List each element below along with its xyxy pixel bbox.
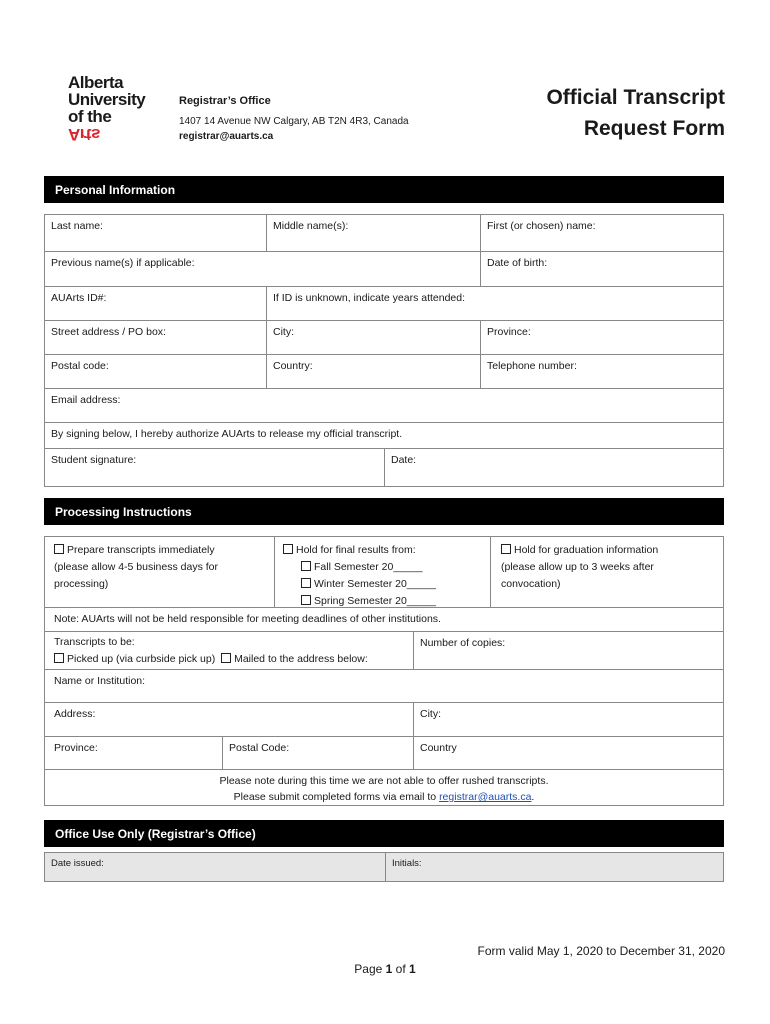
auarts-logo: [68, 74, 168, 142]
immediately-label: Prepare transcripts immediately: [67, 544, 215, 556]
checkbox-spring[interactable]: [301, 595, 311, 605]
email-address-field[interactable]: Email address:: [51, 394, 121, 406]
checkbox-fall[interactable]: [301, 561, 311, 571]
authorization-statement: By signing below, I hereby authorize AUArts to release my official transcript.: [51, 428, 403, 440]
registrar-email-link[interactable]: registrar@auarts.ca: [439, 791, 532, 803]
mailed-label: Mailed to the address below:: [234, 653, 368, 665]
previous-names-field[interactable]: Previous name(s) if applicable:: [45, 252, 481, 286]
logo-line-2: University: [68, 90, 146, 109]
immediately-note-2: processing): [54, 578, 109, 590]
hold-final-label: Hold for final results from:: [296, 544, 416, 556]
checkbox-winter[interactable]: [301, 578, 311, 588]
personal-information-header: Personal Information: [44, 176, 724, 203]
first-name-field[interactable]: First (or chosen) name:: [487, 220, 596, 232]
name-institution-field[interactable]: Name or Institution:: [54, 675, 146, 687]
street-address-field[interactable]: Street address / PO box:: [45, 321, 267, 354]
province-field[interactable]: Province:: [487, 326, 531, 338]
form-title-line-2: Request Form: [583, 117, 725, 140]
transcripts-to-be-label: Transcripts to be:: [54, 636, 135, 648]
hold-graduation-label: Hold for graduation information: [514, 544, 659, 556]
checkbox-mailed[interactable]: [221, 653, 231, 663]
logo-line-3: of the: [68, 107, 112, 126]
initials-field[interactable]: Initials:: [392, 858, 422, 869]
personal-information-grid: [44, 214, 724, 487]
years-attended-field[interactable]: If ID is unknown, indicate years attended:: [273, 292, 466, 304]
checkbox-hold-graduation[interactable]: [501, 544, 511, 554]
processing-instructions-grid: [44, 536, 724, 806]
office-title: Registrar’s Office: [179, 95, 271, 107]
office-email: registrar@auarts.ca: [179, 131, 274, 142]
fall-semester-label: Fall Semester 20_____: [314, 561, 423, 573]
city-field[interactable]: City:: [267, 321, 481, 354]
auarts-id-field[interactable]: AUArts ID#:: [45, 287, 267, 320]
form-validity: Form valid May 1, 2020 to December 31, 2020: [477, 944, 725, 958]
page-number: [0, 962, 770, 976]
office-address: 1407 14 Avenue NW Calgary, AB T2N 4R3, Canada: [179, 116, 409, 127]
student-signature-field[interactable]: Student signature:: [45, 449, 385, 486]
logo-line-1: Alberta: [68, 73, 124, 92]
rush-notice-prefix: Please submit completed forms via email to: [233, 791, 440, 803]
hold-graduation-note-2: convocation): [501, 578, 561, 590]
logo-line-4: Arts: [68, 125, 101, 144]
number-of-copies-field[interactable]: Number of copies:: [420, 637, 506, 649]
form-title-line-1: Official Transcript: [546, 86, 725, 109]
mail-address-field[interactable]: Address:: [45, 703, 414, 736]
rush-notice-suffix: .: [531, 791, 535, 803]
middle-names-field[interactable]: Middle name(s):: [267, 215, 481, 251]
page-current: 1: [385, 962, 393, 976]
mail-country-field[interactable]: Country: [420, 742, 457, 754]
page-prefix: Page: [354, 962, 386, 976]
immediately-note-1: (please allow 4-5 business days for: [54, 561, 219, 573]
postal-code-field[interactable]: Postal code:: [45, 355, 267, 388]
signature-date-field[interactable]: Date:: [391, 454, 417, 466]
hold-final-results-option[interactable]: [275, 537, 491, 607]
page-of: of: [392, 962, 410, 976]
telephone-field[interactable]: Telephone number:: [487, 360, 577, 372]
process-immediately-option[interactable]: [45, 537, 275, 607]
picked-up-label: Picked up (via curbside pick up): [67, 653, 216, 665]
spring-semester-label: Spring Semester 20_____: [314, 595, 436, 607]
mail-postal-code-field[interactable]: Postal Code:: [223, 737, 414, 769]
registrar-office-info: [179, 95, 409, 142]
checkbox-hold-final[interactable]: [283, 544, 293, 554]
rush-notice-line-1: Please note during this time we are not able to offer rushed transcripts.: [219, 775, 549, 787]
mail-city-field[interactable]: City:: [420, 708, 441, 720]
processing-instructions-header: Processing Instructions: [44, 498, 724, 525]
date-of-birth-field[interactable]: Date of birth:: [487, 257, 548, 269]
rush-notice: [45, 770, 723, 805]
checkbox-immediately[interactable]: [54, 544, 64, 554]
last-name-field[interactable]: Last name:: [45, 215, 267, 251]
page-total: 1: [409, 962, 416, 976]
office-use-header: Office Use Only (Registrar’s Office): [44, 820, 724, 847]
checkbox-picked-up[interactable]: [54, 653, 64, 663]
winter-semester-label: Winter Semester 20_____: [314, 578, 436, 590]
date-issued-field[interactable]: Date issued:: [45, 853, 386, 881]
office-use-grid: [44, 852, 724, 882]
form-title: [546, 82, 725, 144]
mail-province-field[interactable]: Province:: [45, 737, 223, 769]
country-field[interactable]: Country:: [267, 355, 481, 388]
hold-graduation-note-1: (please allow up to 3 weeks after: [501, 561, 654, 573]
hold-graduation-option[interactable]: [491, 537, 723, 607]
transcripts-delivery-option: [45, 632, 414, 669]
responsibility-note: Note: AUArts will not be held responsible for meeting deadlines of other institutions.: [54, 613, 441, 625]
